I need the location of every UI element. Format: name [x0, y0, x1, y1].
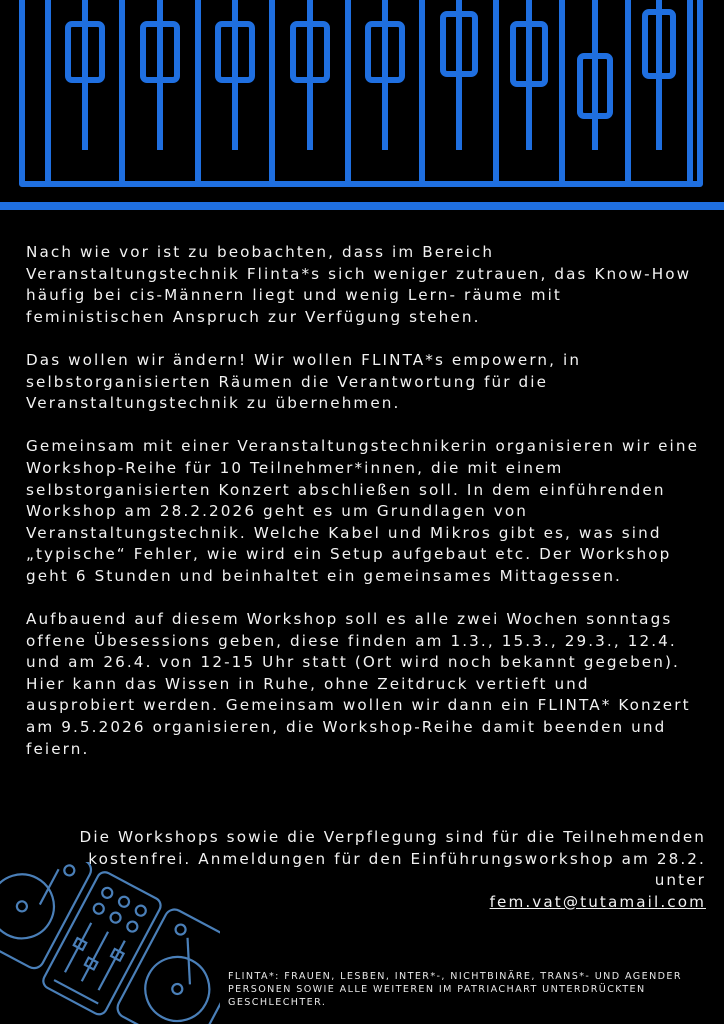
mixer-faders-icon: [0, 0, 724, 220]
email-link[interactable]: fem.vat@tutamail.com: [489, 892, 706, 911]
paragraph-intro: Nach wie vor ist zu beobachten, dass im Bereich Veranstaltungstechnik Flinta*s sich weniger zutrauen, das Know-How häufig bei cis-Männern liegt und wenig Lern- räume mit feministischen Anspruch zur Verfügung stehen.: [26, 243, 692, 326]
paragraph-sessions: Aufbauend auf diesem Workshop soll es alle zwei Wochen sonntags offene Übesessions geben, diese finden am 1.3., 15.3., 29.3., 12.4. und am 26.4. von 12-15 Uhr statt (Ort wird noch bekannt gegeben). Hier kann das Wissen in Ruhe, ohne Zeitdruck vertieft und ausprobiert werden. Gemeinsam wollen wir dann ein FLINTA* Konzert am 9.5.2026 organisieren, die Workshop-Reihe damit beenden und feiern.: [26, 610, 691, 758]
dj-turntable-icon: [0, 862, 220, 1024]
paragraph-goal: Das wollen wir ändern! Wir wollen FLINTA*s empowern, in selbstorganisierten Räumen die Verantwortung für die Veranstaltungstechnik zu übernehmen.: [26, 350, 582, 413]
flinta-footnote: FLINTA*: FRAUEN, LESBEN, INTER*-, NICHTBINÄRE, TRANS*- UND AGENDER PERSONEN SOWIE ALLE WEITEREN IM PATRIACHART UNTERDRÜCKTEN GESCHLECHTER.: [228, 971, 682, 1009]
paragraph-workshop: Gemeinsam mit einer Veranstaltungstechnikerin organisieren wir eine Workshop-Reihe für 10 Teilnehmer*innen, die mit einem selbstorganisierten Konzert abschließen soll. In dem einführenden Workshop am 28.2.2026 geht es um Grundlagen von Veranstaltungstechnik. Welche Kabel und Mikros gibt es, was sind „typische“ Fehler, wie wird ein Setup aufgebaut etc. Der Workshop geht 6 Stunden und beinhaltet ein gemeinsames Mittagessen.: [26, 437, 700, 585]
registration-text: Die Workshops sowie die Verpflegung sind für die Teilnehmenden kostenfrei. Anmeldungen für den Einführungsworkshop am 28.2. unter: [79, 828, 706, 890]
body-text: [26, 242, 706, 782]
